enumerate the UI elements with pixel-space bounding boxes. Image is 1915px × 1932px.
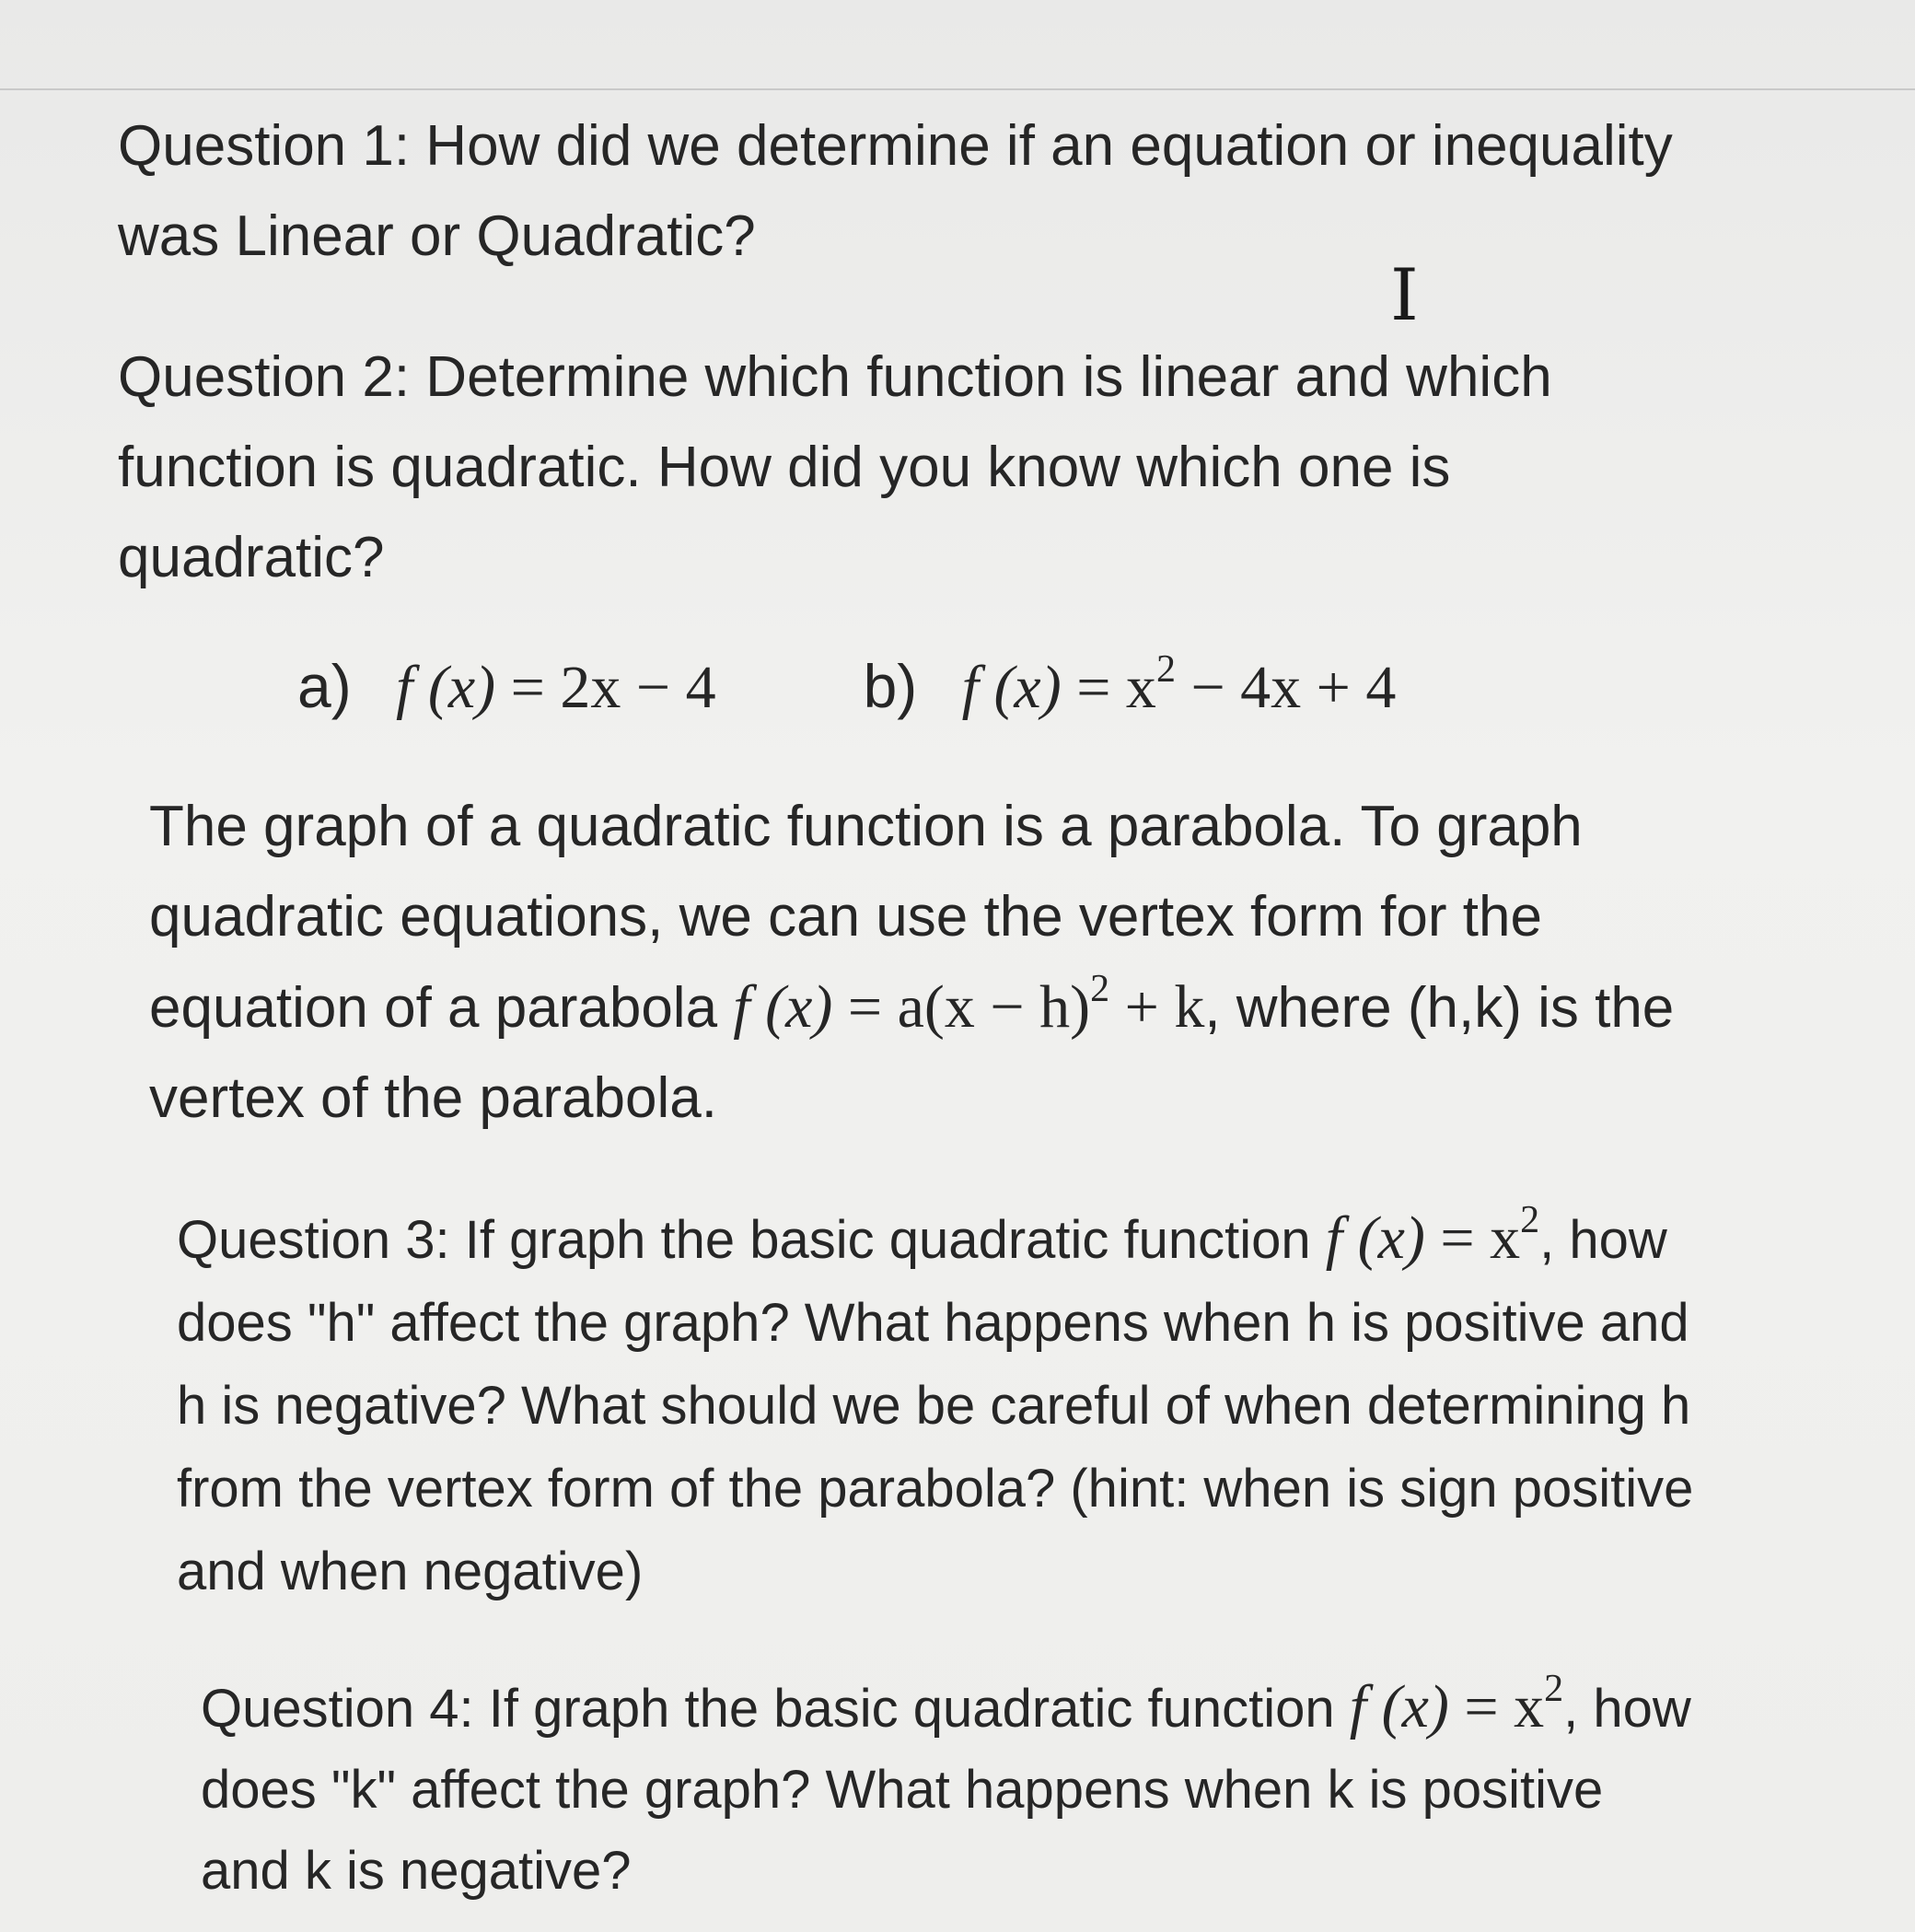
choice-b-exponent: 2 (1155, 648, 1176, 691)
question-4 (118, 1667, 1701, 1912)
q4-math-exponent: 2 (1544, 1668, 1564, 1710)
q3-math-mid: = x (1424, 1205, 1521, 1272)
question-2-text: Question 2: Determine which function is linear and which function is quadratic. How did you know which one is quadratic? (118, 345, 1552, 589)
info-math-lhs: f (x) (733, 973, 833, 1041)
q3-post: , how does "h" affect the graph? What happens when h is positive and h is negative? What should we be careful of when determining h from the vertex form of the parabola? (hint: when is sign positive and when negative) (177, 1210, 1694, 1601)
header-divider (0, 88, 1915, 90)
q3-math-exponent: 2 (1520, 1199, 1540, 1241)
choice-a-lhs: f (x) (396, 654, 496, 721)
q4-math-mid: = x (1448, 1673, 1545, 1740)
vertex-form-equation (733, 968, 1205, 1041)
info-math-tail: + k (1109, 973, 1205, 1041)
choice-b-equation (961, 648, 1397, 721)
choice-a-equation (396, 654, 716, 721)
choice-a-rhs: = 2x − 4 (510, 654, 716, 721)
worksheet-content (118, 101, 1701, 1912)
info-pre: The graph of a quadratic function is a parabola. To graph quadratic equations, we can use the vertex form for the equation of a parabola (149, 795, 1583, 1040)
question-1-text: Question 1: How did we determine if an equation or inequality was Linear or Quadratic? (118, 114, 1673, 268)
choice-b-lhs: f (x) (961, 654, 1062, 721)
question-1 (118, 101, 1701, 282)
q3-equation (1325, 1199, 1540, 1272)
info-math-exponent: 2 (1090, 968, 1110, 1010)
q4-equation (1349, 1668, 1564, 1740)
text-cursor-icon: I (1390, 254, 1419, 337)
info-math-mid: = a(x − h) (832, 973, 1091, 1041)
q4-post: , how does "k" affect the graph? What happens when k is positive and k is negative? (201, 1679, 1691, 1901)
q3-pre: Question 3: If graph the basic quadratic function (177, 1210, 1326, 1270)
choice-a (297, 640, 716, 734)
q4-math-lhs: f (x) (1349, 1673, 1449, 1740)
function-choices (297, 640, 1701, 734)
choice-b-label: b) (863, 652, 918, 720)
q4-pre: Question 4: If graph the basic quadratic function (201, 1679, 1350, 1739)
info-post: , where (h,k) is the vertex of the parabola. (149, 976, 1675, 1130)
choice-b (864, 640, 1397, 734)
choice-b-rhs-tail: − 4x + 4 (1175, 654, 1397, 721)
choice-b-rhs-base: = x (1076, 654, 1156, 721)
choice-a-label: a) (297, 652, 352, 720)
vertex-form-explanation (118, 782, 1701, 1144)
q3-math-lhs: f (x) (1325, 1205, 1425, 1272)
question-2 (118, 332, 1701, 603)
question-3 (118, 1197, 1701, 1613)
